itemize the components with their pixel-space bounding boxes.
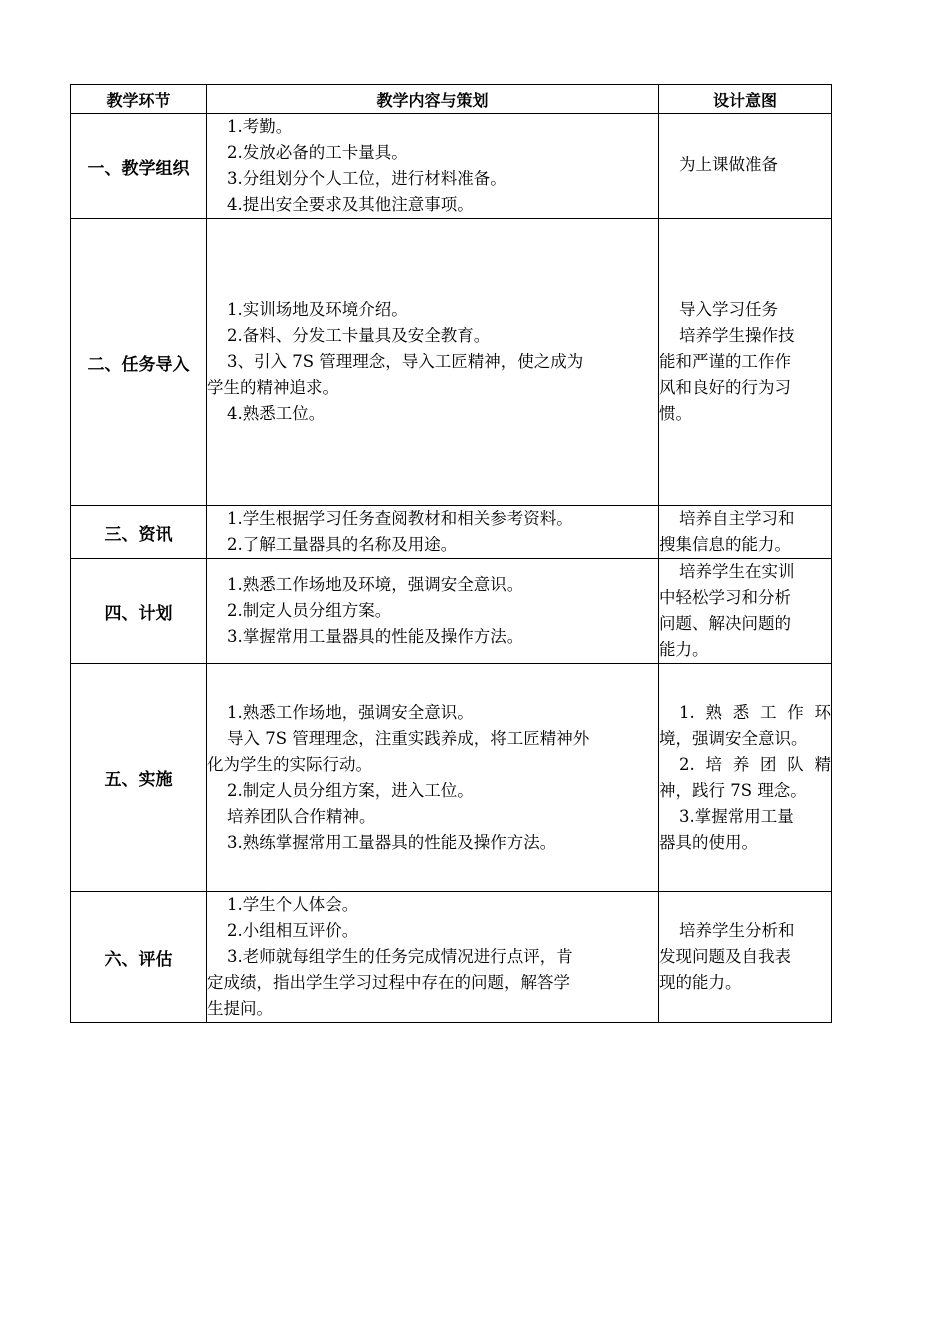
content-line: 4.熟悉工位。 [227,404,326,423]
intent-line: 能力。 [659,640,709,659]
content-line: 1.考勤。 [227,117,293,136]
stage-cell: 一、教学组织 [71,114,207,219]
content-line: 化为学生的实际行动。 [207,754,372,774]
intent-line: 问题、解决问题的 [659,614,791,633]
content-line: 1.学生个人体会。 [227,895,359,914]
table-row [71,114,832,219]
content-cell [207,506,659,559]
intent-line: 中轻松学习和分析 [659,588,791,607]
content-cell [207,219,659,506]
content-cell [207,559,659,664]
stage-cell: 五、实施 [71,664,207,892]
intent-line: 培养学生操作技 [679,326,795,345]
content-line: 4.提出安全要求及其他注意事项。 [227,195,474,214]
intent-cell [659,892,832,1023]
table-row [71,892,832,1023]
intent-cell [659,664,832,892]
stage-cell: 六、评估 [71,892,207,1023]
content-line: 导入 7S 管理理念，注重实践养成，将工匠精神外 [227,728,590,748]
table-row [71,219,832,506]
intent-cell [659,219,832,506]
stage-cell: 二、任务导入 [71,219,207,506]
intent-line: 2.培养团队精 [679,754,831,774]
content-line: 学生的精神追求。 [207,378,339,397]
intent-cell [659,114,832,219]
content-line: 3、引入 7S 管理理念，导入工匠精神，使之成为 [227,352,584,371]
intent-line: 培养自主学习和 [679,509,795,528]
header-intent: 设计意图 [659,85,832,114]
content-line: 定成绩，指出学生学习过程中存在的问题，解答学 [207,973,570,992]
intent-line: 现的能力。 [659,973,742,992]
intent-line: 能和严谨的工作作 [659,352,791,371]
intent-cell [659,559,832,664]
table-row [71,506,832,559]
intent-line: 惯。 [659,404,692,423]
intent-line: 搜集信息的能力。 [659,535,791,554]
content-cell [207,664,659,892]
content-line: 培养团队合作精神。 [227,806,376,826]
lesson-plan-table [70,84,832,1023]
intent-line: 为上课做准备 [679,155,778,174]
intent-line: 境，强调安全意识。 [659,728,808,748]
header-row [71,85,832,114]
header-content: 教学内容与策划 [207,85,659,114]
content-line: 2.备料、分发工卡量具及安全教育。 [227,326,491,345]
table-row [71,664,832,892]
intent-cell [659,506,832,559]
intent-line: 培养学生在实训 [679,562,795,581]
content-line: 3.老师就每组学生的任务完成情况进行点评，肯 [227,947,573,966]
content-line: 1.学生根据学习任务查阅教材和相关参考资料。 [227,509,573,528]
content-line: 3.掌握常用工量器具的性能及操作方法。 [227,627,524,646]
content-line: 1.实训场地及环境介绍。 [227,300,408,319]
intent-line: 神，践行 7S 理念。 [659,780,807,800]
content-line: 3.分组划分个人工位，进行材料准备。 [227,169,507,188]
content-cell [207,892,659,1023]
intent-line: 风和良好的行为习 [659,378,791,397]
header-stage: 教学环节 [71,85,207,114]
content-line: 1.熟悉工作场地，强调安全意识。 [227,702,474,722]
intent-line: 1.熟悉工作环 [679,702,831,722]
intent-line: 3.掌握常用工量 [679,806,794,826]
content-line: 2.发放必备的工卡量具。 [227,143,408,162]
intent-line: 培养学生分析和 [679,921,795,940]
content-line: 3.熟练掌握常用工量器具的性能及操作方法。 [227,832,557,852]
content-line: 1.熟悉工作场地及环境，强调安全意识。 [227,575,524,594]
content-line: 2.制定人员分组方案，进入工位。 [227,780,474,800]
stage-cell: 三、资讯 [71,506,207,559]
content-line: 生提问。 [207,999,273,1018]
table-row [71,559,832,664]
intent-line: 器具的使用。 [659,832,758,852]
intent-line: 导入学习任务 [679,300,778,319]
content-cell [207,114,659,219]
content-line: 2.小组相互评价。 [227,921,359,940]
content-line: 2.了解工量器具的名称及用途。 [227,535,458,554]
intent-line: 发现问题及自我表 [659,947,791,966]
stage-cell: 四、计划 [71,559,207,664]
content-line: 2.制定人员分组方案。 [227,601,392,620]
